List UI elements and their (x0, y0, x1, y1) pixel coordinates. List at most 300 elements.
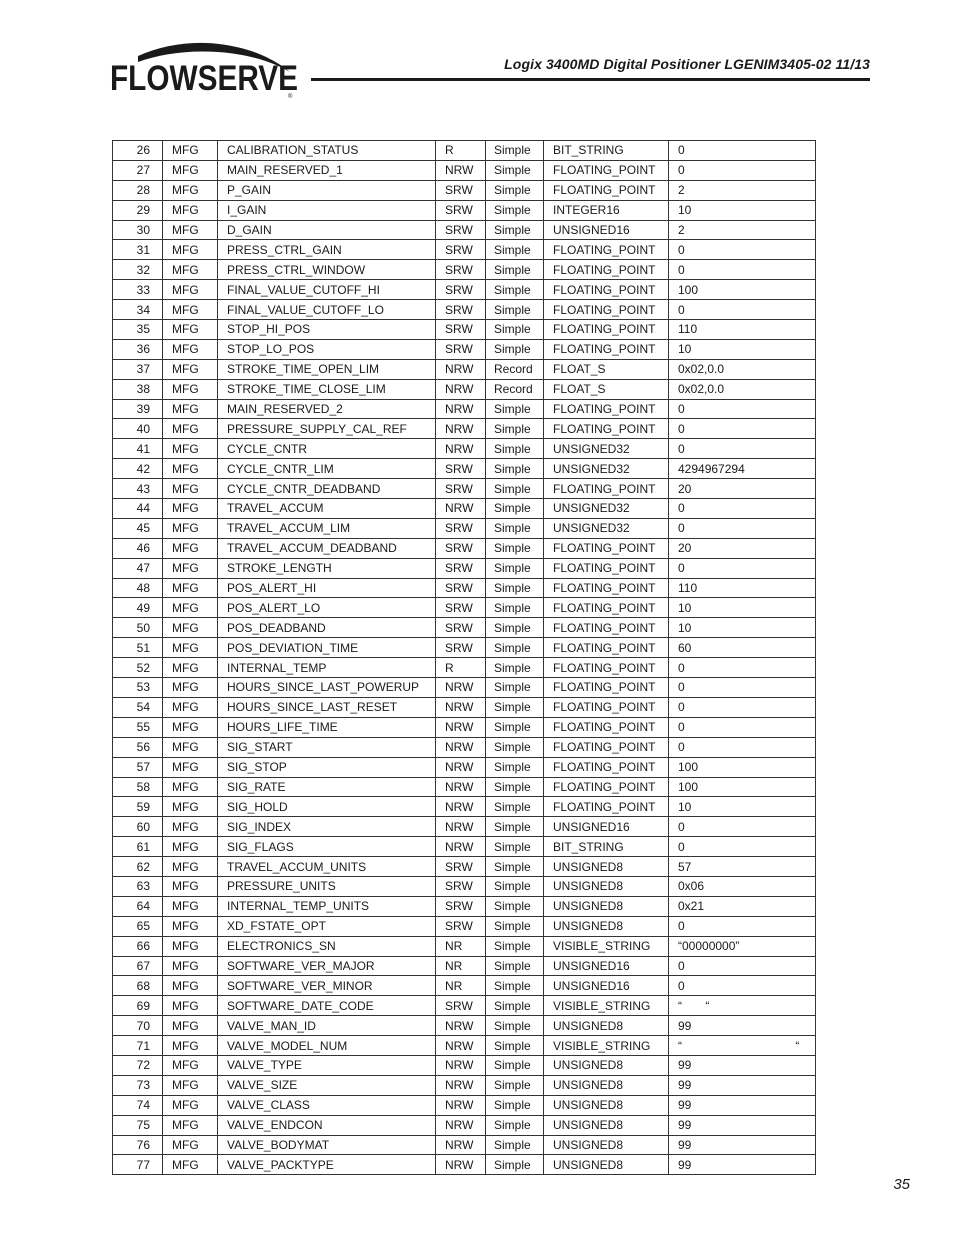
parameter-name-cell: FINAL_VALUE_CUTOFF_HI (218, 280, 436, 300)
table-row (113, 359, 816, 379)
access-cell: NRW (436, 777, 486, 797)
class-cell: Simple (486, 817, 544, 837)
index-cell: 46 (113, 538, 163, 558)
default-value-cell: 0 (669, 160, 816, 180)
class-cell: Simple (486, 399, 544, 419)
data-type-cell: FLOATING_POINT (544, 479, 669, 499)
index-cell: 40 (113, 419, 163, 439)
data-type-cell: VISIBLE_STRING (544, 936, 669, 956)
class-cell: Simple (486, 419, 544, 439)
index-cell: 47 (113, 558, 163, 578)
class-cell: Simple (486, 459, 544, 479)
access-cell: NRW (436, 160, 486, 180)
index-cell: 63 (113, 876, 163, 896)
index-cell: 33 (113, 280, 163, 300)
table-row (113, 777, 816, 797)
table-row (113, 419, 816, 439)
index-cell: 77 (113, 1155, 163, 1175)
access-cell: NRW (436, 678, 486, 698)
class-cell: Simple (486, 976, 544, 996)
class-cell: Simple (486, 320, 544, 340)
access-cell: NRW (436, 797, 486, 817)
category-cell: MFG (163, 1115, 218, 1135)
parameter-name-cell: ELECTRONICS_SN (218, 936, 436, 956)
class-cell: Simple (486, 518, 544, 538)
data-type-cell: INTEGER16 (544, 200, 669, 220)
parameter-name-cell: SIG_START (218, 737, 436, 757)
category-cell: MFG (163, 1055, 218, 1075)
parameter-name-cell: P_GAIN (218, 180, 436, 200)
parameter-name-cell: PRESS_CTRL_GAIN (218, 240, 436, 260)
access-cell: NRW (436, 837, 486, 857)
index-cell: 28 (113, 180, 163, 200)
data-type-cell: FLOATING_POINT (544, 538, 669, 558)
category-cell: MFG (163, 1016, 218, 1036)
table-row (113, 837, 816, 857)
default-value-cell: “00000000” (669, 936, 816, 956)
category-cell: MFG (163, 518, 218, 538)
table-row (113, 518, 816, 538)
index-cell: 64 (113, 896, 163, 916)
class-cell: Simple (486, 598, 544, 618)
access-cell: SRW (436, 200, 486, 220)
table-row (113, 379, 816, 399)
parameter-name-cell: XD_FSTATE_OPT (218, 916, 436, 936)
table-row (113, 697, 816, 717)
table-row (113, 220, 816, 240)
category-cell: MFG (163, 996, 218, 1016)
page-number: 35 (893, 1176, 910, 1193)
index-cell: 26 (113, 141, 163, 161)
category-cell: MFG (163, 598, 218, 618)
class-cell: Simple (486, 499, 544, 519)
parameter-name-cell: SIG_HOLD (218, 797, 436, 817)
index-cell: 61 (113, 837, 163, 857)
access-cell: NRW (436, 1115, 486, 1135)
access-cell: NRW (436, 817, 486, 837)
parameter-name-cell: PRESSURE_SUPPLY_CAL_REF (218, 419, 436, 439)
data-type-cell: UNSIGNED8 (544, 1075, 669, 1095)
table-row (113, 1075, 816, 1095)
category-cell: MFG (163, 459, 218, 479)
default-value-cell: 100 (669, 280, 816, 300)
class-cell: Simple (486, 678, 544, 698)
table-row (113, 916, 816, 936)
class-cell: Simple (486, 1055, 544, 1075)
index-cell: 62 (113, 857, 163, 877)
parameter-name-cell: INTERNAL_TEMP (218, 658, 436, 678)
default-value-cell: 57 (669, 857, 816, 877)
default-value-cell: 0 (669, 240, 816, 260)
index-cell: 75 (113, 1115, 163, 1135)
index-cell: 56 (113, 737, 163, 757)
access-cell: SRW (436, 857, 486, 877)
table-row (113, 280, 816, 300)
index-cell: 58 (113, 777, 163, 797)
access-cell: R (436, 658, 486, 678)
category-cell: MFG (163, 439, 218, 459)
parameter-name-cell: TRAVEL_ACCUM_UNITS (218, 857, 436, 877)
data-type-cell: BIT_STRING (544, 141, 669, 161)
table-row (113, 817, 816, 837)
default-value-cell: 0 (669, 300, 816, 320)
index-cell: 49 (113, 598, 163, 618)
class-cell: Simple (486, 1075, 544, 1095)
access-cell: SRW (436, 578, 486, 598)
index-cell: 76 (113, 1135, 163, 1155)
access-cell: NRW (436, 757, 486, 777)
index-cell: 65 (113, 916, 163, 936)
category-cell: MFG (163, 618, 218, 638)
default-value-cell: 20 (669, 538, 816, 558)
data-type-cell: FLOATING_POINT (544, 777, 669, 797)
table-row (113, 857, 816, 877)
category-cell: MFG (163, 240, 218, 260)
data-type-cell: FLOATING_POINT (544, 578, 669, 598)
category-cell: MFG (163, 220, 218, 240)
parameter-name-cell: HOURS_SINCE_LAST_RESET (218, 697, 436, 717)
category-cell: MFG (163, 499, 218, 519)
access-cell: NRW (436, 499, 486, 519)
index-cell: 68 (113, 976, 163, 996)
parameter-name-cell: SOFTWARE_VER_MAJOR (218, 956, 436, 976)
table-row (113, 1095, 816, 1115)
parameter-name-cell: SIG_RATE (218, 777, 436, 797)
default-value-cell: 0 (669, 141, 816, 161)
category-cell: MFG (163, 956, 218, 976)
parameter-name-cell: MAIN_RESERVED_1 (218, 160, 436, 180)
index-cell: 52 (113, 658, 163, 678)
parameter-name-cell: CYCLE_CNTR_LIM (218, 459, 436, 479)
class-cell: Simple (486, 240, 544, 260)
index-cell: 37 (113, 359, 163, 379)
default-value-cell: 0 (669, 419, 816, 439)
category-cell: MFG (163, 1075, 218, 1095)
parameter-name-cell: POS_DEVIATION_TIME (218, 638, 436, 658)
data-type-cell: FLOATING_POINT (544, 260, 669, 280)
access-cell: NRW (436, 1155, 486, 1175)
default-value-cell: 0 (669, 260, 816, 280)
table-row (113, 1016, 816, 1036)
data-type-cell: FLOATING_POINT (544, 339, 669, 359)
table-row (113, 160, 816, 180)
category-cell: MFG (163, 200, 218, 220)
index-cell: 51 (113, 638, 163, 658)
default-value-cell: 0 (669, 658, 816, 678)
table-row (113, 538, 816, 558)
class-cell: Simple (486, 697, 544, 717)
index-cell: 57 (113, 757, 163, 777)
access-cell: NRW (436, 379, 486, 399)
index-cell: 39 (113, 399, 163, 419)
table-body (113, 141, 816, 1175)
default-value-cell: “ “ (669, 1036, 816, 1056)
parameter-name-cell: STOP_HI_POS (218, 320, 436, 340)
table-row (113, 1155, 816, 1175)
parameter-name-cell: STROKE_LENGTH (218, 558, 436, 578)
data-type-cell: FLOATING_POINT (544, 717, 669, 737)
index-cell: 59 (113, 797, 163, 817)
table-row (113, 439, 816, 459)
class-cell: Simple (486, 916, 544, 936)
category-cell: MFG (163, 1036, 218, 1056)
flowserve-logo (108, 40, 308, 112)
data-type-cell: UNSIGNED8 (544, 1095, 669, 1115)
parameter-name-cell: POS_DEADBAND (218, 618, 436, 638)
table-row (113, 876, 816, 896)
default-value-cell: 0x02,0.0 (669, 359, 816, 379)
category-cell: MFG (163, 737, 218, 757)
data-type-cell: VISIBLE_STRING (544, 996, 669, 1016)
data-type-cell: UNSIGNED32 (544, 518, 669, 538)
category-cell: MFG (163, 280, 218, 300)
class-cell: Simple (486, 876, 544, 896)
class-cell: Simple (486, 996, 544, 1016)
parameter-name-cell: D_GAIN (218, 220, 436, 240)
index-cell: 41 (113, 439, 163, 459)
access-cell: SRW (436, 240, 486, 260)
category-cell: MFG (163, 141, 218, 161)
index-cell: 31 (113, 240, 163, 260)
default-value-cell: 0 (669, 817, 816, 837)
class-cell: Simple (486, 1135, 544, 1155)
default-value-cell: 110 (669, 320, 816, 340)
index-cell: 34 (113, 300, 163, 320)
data-type-cell: UNSIGNED16 (544, 956, 669, 976)
index-cell: 73 (113, 1075, 163, 1095)
class-cell: Simple (486, 1036, 544, 1056)
table-row (113, 1055, 816, 1075)
data-type-cell: UNSIGNED8 (544, 1016, 669, 1036)
index-cell: 44 (113, 499, 163, 519)
class-cell: Simple (486, 578, 544, 598)
class-cell: Simple (486, 956, 544, 976)
table-row (113, 260, 816, 280)
class-cell: Simple (486, 757, 544, 777)
parameter-name-cell: VALVE_CLASS (218, 1095, 436, 1115)
parameter-table (112, 140, 816, 1175)
default-value-cell: 110 (669, 578, 816, 598)
access-cell: NRW (436, 399, 486, 419)
parameter-name-cell: VALVE_TYPE (218, 1055, 436, 1075)
access-cell: NRW (436, 737, 486, 757)
data-type-cell: UNSIGNED8 (544, 916, 669, 936)
index-cell: 35 (113, 320, 163, 340)
data-type-cell: FLOATING_POINT (544, 757, 669, 777)
data-type-cell: FLOATING_POINT (544, 558, 669, 578)
default-value-cell: 0 (669, 717, 816, 737)
index-cell: 70 (113, 1016, 163, 1036)
data-type-cell: UNSIGNED32 (544, 439, 669, 459)
category-cell: MFG (163, 320, 218, 340)
data-type-cell: FLOATING_POINT (544, 618, 669, 638)
parameter-name-cell: MAIN_RESERVED_2 (218, 399, 436, 419)
class-cell: Record (486, 359, 544, 379)
default-value-cell: 0 (669, 737, 816, 757)
index-cell: 38 (113, 379, 163, 399)
default-value-cell: 0 (669, 678, 816, 698)
parameter-name-cell: SOFTWARE_DATE_CODE (218, 996, 436, 1016)
class-cell: Simple (486, 1016, 544, 1036)
table-row (113, 300, 816, 320)
default-value-cell: 20 (669, 479, 816, 499)
default-value-cell: 99 (669, 1075, 816, 1095)
parameter-name-cell: SIG_STOP (218, 757, 436, 777)
parameter-name-cell: VALVE_SIZE (218, 1075, 436, 1095)
parameter-name-cell: HOURS_SINCE_LAST_POWERUP (218, 678, 436, 698)
category-cell: MFG (163, 976, 218, 996)
category-cell: MFG (163, 379, 218, 399)
header-rule (311, 78, 870, 81)
parameter-name-cell: SIG_INDEX (218, 817, 436, 837)
access-cell: SRW (436, 479, 486, 499)
table-row (113, 1036, 816, 1056)
default-value-cell: 99 (669, 1095, 816, 1115)
table-row (113, 678, 816, 698)
category-cell: MFG (163, 538, 218, 558)
category-cell: MFG (163, 359, 218, 379)
index-cell: 72 (113, 1055, 163, 1075)
parameter-name-cell: SIG_FLAGS (218, 837, 436, 857)
data-type-cell: UNSIGNED16 (544, 976, 669, 996)
default-value-cell: 0 (669, 499, 816, 519)
parameter-table-container (112, 140, 815, 1175)
access-cell: NRW (436, 1075, 486, 1095)
table-row (113, 976, 816, 996)
parameter-name-cell: I_GAIN (218, 200, 436, 220)
parameter-name-cell: CALIBRATION_STATUS (218, 141, 436, 161)
default-value-cell: 0x06 (669, 876, 816, 896)
default-value-cell: 99 (669, 1135, 816, 1155)
default-value-cell: 100 (669, 777, 816, 797)
parameter-name-cell: SOFTWARE_VER_MINOR (218, 976, 436, 996)
index-cell: 74 (113, 1095, 163, 1115)
category-cell: MFG (163, 260, 218, 280)
table-row (113, 320, 816, 340)
access-cell: SRW (436, 916, 486, 936)
category-cell: MFG (163, 757, 218, 777)
parameter-name-cell: PRESSURE_UNITS (218, 876, 436, 896)
default-value-cell: 99 (669, 1115, 816, 1135)
category-cell: MFG (163, 896, 218, 916)
default-value-cell: 10 (669, 598, 816, 618)
class-cell: Simple (486, 797, 544, 817)
category-cell: MFG (163, 717, 218, 737)
data-type-cell: VISIBLE_STRING (544, 1036, 669, 1056)
category-cell: MFG (163, 697, 218, 717)
default-value-cell: 0x21 (669, 896, 816, 916)
data-type-cell: UNSIGNED16 (544, 817, 669, 837)
category-cell: MFG (163, 876, 218, 896)
data-type-cell: UNSIGNED8 (544, 1115, 669, 1135)
default-value-cell: 0 (669, 558, 816, 578)
category-cell: MFG (163, 1155, 218, 1175)
table-row (113, 956, 816, 976)
category-cell: MFG (163, 339, 218, 359)
table-row (113, 558, 816, 578)
category-cell: MFG (163, 678, 218, 698)
class-cell: Simple (486, 479, 544, 499)
category-cell: MFG (163, 399, 218, 419)
data-type-cell: UNSIGNED16 (544, 220, 669, 240)
default-value-cell: 0 (669, 837, 816, 857)
default-value-cell: 0 (669, 976, 816, 996)
default-value-cell: 60 (669, 638, 816, 658)
index-cell: 30 (113, 220, 163, 240)
category-cell: MFG (163, 777, 218, 797)
access-cell: NRW (436, 1095, 486, 1115)
table-row (113, 598, 816, 618)
index-cell: 43 (113, 479, 163, 499)
access-cell: SRW (436, 996, 486, 1016)
index-cell: 48 (113, 578, 163, 598)
access-cell: SRW (436, 598, 486, 618)
parameter-name-cell: CYCLE_CNTR_DEADBAND (218, 479, 436, 499)
access-cell: NR (436, 956, 486, 976)
category-cell: MFG (163, 857, 218, 877)
table-row (113, 757, 816, 777)
class-cell: Simple (486, 339, 544, 359)
data-type-cell: FLOATING_POINT (544, 697, 669, 717)
data-type-cell: FLOAT_S (544, 359, 669, 379)
access-cell: NR (436, 936, 486, 956)
table-row (113, 141, 816, 161)
access-cell: SRW (436, 220, 486, 240)
table-row (113, 578, 816, 598)
access-cell: SRW (436, 558, 486, 578)
data-type-cell: FLOATING_POINT (544, 320, 669, 340)
default-value-cell: 2 (669, 220, 816, 240)
table-row (113, 1135, 816, 1155)
table-row (113, 399, 816, 419)
index-cell: 69 (113, 996, 163, 1016)
category-cell: MFG (163, 837, 218, 857)
class-cell: Simple (486, 200, 544, 220)
parameter-name-cell: VALVE_BODYMAT (218, 1135, 436, 1155)
category-cell: MFG (163, 817, 218, 837)
parameter-name-cell: VALVE_MAN_ID (218, 1016, 436, 1036)
data-type-cell: FLOATING_POINT (544, 678, 669, 698)
parameter-name-cell: FINAL_VALUE_CUTOFF_LO (218, 300, 436, 320)
class-cell: Record (486, 379, 544, 399)
default-value-cell: 0 (669, 518, 816, 538)
class-cell: Simple (486, 1115, 544, 1135)
class-cell: Simple (486, 837, 544, 857)
index-cell: 32 (113, 260, 163, 280)
data-type-cell: UNSIGNED8 (544, 896, 669, 916)
table-row (113, 240, 816, 260)
class-cell: Simple (486, 558, 544, 578)
default-value-cell: 99 (669, 1055, 816, 1075)
data-type-cell: UNSIGNED8 (544, 857, 669, 877)
access-cell: SRW (436, 618, 486, 638)
category-cell: MFG (163, 419, 218, 439)
registered-mark: ® (288, 94, 293, 100)
class-cell: Simple (486, 1155, 544, 1175)
index-cell: 42 (113, 459, 163, 479)
data-type-cell: FLOATING_POINT (544, 598, 669, 618)
data-type-cell: FLOATING_POINT (544, 280, 669, 300)
access-cell: SRW (436, 280, 486, 300)
class-cell: Simple (486, 896, 544, 916)
access-cell: SRW (436, 300, 486, 320)
index-cell: 36 (113, 339, 163, 359)
class-cell: Simple (486, 717, 544, 737)
index-cell: 45 (113, 518, 163, 538)
class-cell: Simple (486, 220, 544, 240)
parameter-name-cell: PRESS_CTRL_WINDOW (218, 260, 436, 280)
table-row (113, 658, 816, 678)
